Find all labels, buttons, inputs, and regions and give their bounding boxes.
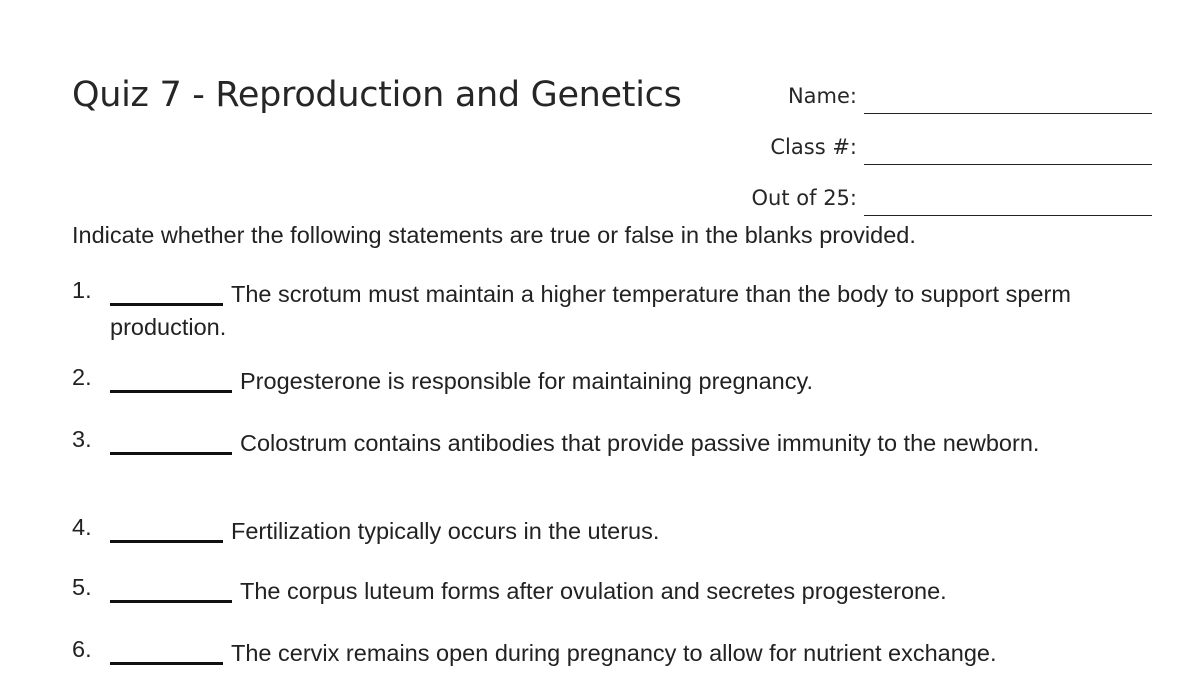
name-field-row: [700, 74, 1152, 114]
question-text: The corpus luteum forms after ovulation and secretes progesterone.: [240, 578, 947, 604]
answer-blank[interactable]: [110, 575, 232, 603]
score-label: Out of 25:: [751, 186, 857, 210]
question-number: 1.: [72, 277, 92, 303]
answer-blank[interactable]: [110, 365, 232, 393]
question-number: 6.: [72, 636, 92, 662]
class-blank-line[interactable]: [864, 164, 1152, 165]
question-number: 4.: [72, 514, 92, 540]
question-number: 2.: [72, 364, 92, 390]
question-text: The scrotum must maintain a higher temperature than the body to support sperm production.: [110, 281, 1071, 340]
question-text: Colostrum contains antibodies that provide passive immunity to the newborn.: [240, 430, 1040, 456]
question-text: The cervix remains open during pregnancy to allow for nutrient exchange.: [231, 640, 997, 666]
score-blank-line[interactable]: [864, 215, 1152, 216]
question-number: 3.: [72, 426, 92, 452]
answer-blank[interactable]: [110, 515, 223, 543]
question-text: Progesterone is responsible for maintaining pregnancy.: [240, 368, 814, 394]
class-field-row: [700, 125, 1152, 165]
class-label: Class #:: [770, 135, 857, 159]
answer-blank[interactable]: [110, 637, 223, 665]
question-number: 5.: [72, 574, 92, 600]
answer-blank[interactable]: [110, 278, 223, 306]
question-text: Fertilization typically occurs in the uterus.: [231, 518, 660, 544]
name-label: Name:: [787, 84, 857, 108]
instructions: Indicate whether the following statements are true or false in the blanks provided.: [72, 222, 916, 248]
score-field-row: [700, 176, 1152, 216]
answer-blank[interactable]: [110, 427, 232, 455]
quiz-title: Quiz 7 - Reproduction and Genetics: [72, 75, 682, 115]
name-blank-line[interactable]: [864, 113, 1152, 114]
